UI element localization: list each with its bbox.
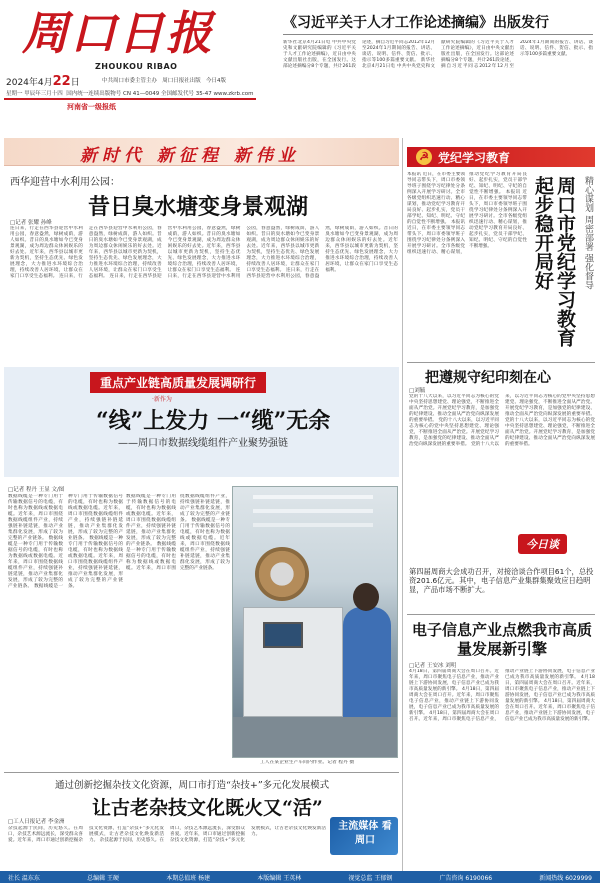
top-right-body xyxy=(283,40,593,102)
page-count: 今日4版 xyxy=(206,78,227,84)
masthead-rule xyxy=(4,98,256,100)
party-headline: 周口市党纪学习教育起步稳开局好 xyxy=(532,176,576,347)
industry-label: 重点产业链高质量发展调研行 xyxy=(90,372,266,393)
party-text-3: 本报讯 近日，在市委主要领导同志带头下，周口市委领导班子围绕学习纪律处分条例深入开展学习研讨。全市各级党组织迅速行动、精心谋划，推动党纪学习教育开局良好、起步扎实，党员干部学纪、知纪、明纪、守纪的自觉性不断增强。 xyxy=(469,190,527,249)
electronics-text-4: 4月18日，第四届周商大会在周口召开。近年来，周口市聚焦电子信息产业，推动产业链上下游协同发展，电子信息产业已成为我市高质量发展的新引擎。 xyxy=(505,675,595,704)
top-right-headline: 《习近平关于人才工作论述摘编》出版发行 xyxy=(283,15,549,31)
industry-text-5: 数据线缆是一种专门用于传输数据信号的电缆，有时也称为数据线或数据电缆。近年来，周口市围绕数据线缆组件产业，持续强链补链延链，推动产业集群化发展，形成了较为完整的产业链条。 xyxy=(126,494,176,547)
acrobat-headline: 让古老杂技文化既火又“活” xyxy=(92,797,323,819)
footer-chief-editor: 总编辑 王硬 xyxy=(87,874,120,882)
machine-screen xyxy=(263,622,303,648)
rule-text-3: 党的十八大以来，以习近平同志为核心的党中央坚持思想建党、理论强党，不断推进全面从严治党。开展党纪学习教育，是加强党的纪律建设、推动全面从严治党向纵深发展的重要举措。 xyxy=(471,394,595,447)
party-text-2: 本报讯 近日，在市委主要领导同志带头下，周口市委领导班子围绕学习纪律处分条例深入开展学习研讨。全市各级党组织迅速行动、精心谋划，推动党纪学习教育开局良好、起步扎实，党员干部学纪、知纪、明纪、守纪的自觉性不断增强。 xyxy=(407,172,527,255)
industry-text-6: 数据线缆是一种专门用于传输数据信号的电缆，有时也称为数据线或数据电缆。近年来，周口市围绕数据线缆组件产业，持续强链补链延链，推动产业集群化发展，形成了较为完整的产业链条。 xyxy=(126,494,230,571)
electronics-body xyxy=(409,669,595,865)
top-right-text: 新华社北京4月21日电 中共中央党史和文献研究院编辑的《习近平关于人才工作论述摘编》，近日由中央文献出版社出版，在全国发行。这部论述摘编分8个专题，共计261段论述，摘自习近平同志2012年12月至2024年1月期间的报告、讲话、谈话、说明、信件、贺信、批示、指示等100多篇重要文献。 xyxy=(283,40,435,69)
publication-codes: 国内统一连续出版物号 CN 41—0049 全国邮发代号 35-47 www.zkrb.com xyxy=(66,91,254,97)
masthead-title: 周口日报 xyxy=(22,6,214,60)
footer-news-hotline: 新闻热线 6029999 xyxy=(539,874,592,882)
footer-director: 社长 温东东 xyxy=(8,874,40,882)
lead-byline: □记者 张耀 孙峰 xyxy=(10,220,52,226)
footer-bar xyxy=(0,871,600,883)
lead-text-3: 连日来，行走在西华县迎营中水利用公园，春意盎然，绿树成荫，游人如织。昔日的臭水塘如今已变身景观湖，成为周边群众休闲娱乐的好去处。近年来，西华县以城市更新为契机，坚持生态优先、绿色发展理念，大力推进水环境综合治理，持续改善人居环境，让群众在家门口享受生态福利。 xyxy=(109,226,241,279)
footer-duty-editor: 本期总值班 杨建 xyxy=(166,874,211,882)
industry-sub: ·新作为 xyxy=(152,396,172,403)
photo-caption: 工人在某企业生产车间内作业。记者 程丹 摄 xyxy=(260,760,355,765)
today-label: 今日谈 xyxy=(518,534,567,554)
rule-text-4: 党的十八大以来，以习近平同志为核心的党中央坚持思想建党、理论强党，不断推进全面从严治党。开展党纪学习教育，是加强党的纪律建设、推动全面从严治党向纵深发展的重要举措。 xyxy=(505,418,595,447)
party-side-head: 精心谋划 周密部署 强化督导 xyxy=(583,176,593,290)
acrobat-divider xyxy=(4,772,399,773)
industry-text-3: 数据线缆是一种专门用于传输数据信号的电缆，有时也称为数据线或数据电缆。近年来，周口市围绕数据线缆组件产业，持续强链补链延链，推动产业集群化发展，形成了较为完整的产业链条。 xyxy=(34,494,123,589)
acrobat-text-2: 杂技起源于民间，历史悠久。在周口，杂技艺术源远流长，深受群众喜爱。近年来，周口市通过创新挖掘杂技文化资源，打造“杂技+”多元化发展模式，让古老杂技文化焕发新活力。 xyxy=(99,826,326,843)
workbench xyxy=(233,717,398,758)
grade-badge: 河南省一级报纸 xyxy=(62,101,121,113)
issue-lunar xyxy=(6,89,254,97)
lead-text-4: 连日来，行走在西华县迎营中水利用公园，春意盎然，绿树成荫，游人如织。昔日的臭水塘如今已变身景观湖，成为周边群众休闲娱乐的好去处。近年来，西华县以城市更新为契机，坚持生态优先、绿色发展理念，大力推进水环境综合治理，持续改善人居环境，让群众在家门口享受生态福利。 xyxy=(167,226,320,279)
worker-body xyxy=(343,607,391,727)
top-right-rule xyxy=(283,34,593,35)
industry-text-2: 数据线缆是一种专门用于传输数据信号的电缆，有时也称为数据线或数据电缆。近年来，周口市围绕数据线缆组件产业，持续强链补链延链，推动产业集群化发展，形成了较为完整的产业链条。 xyxy=(8,536,63,589)
electronics-divider xyxy=(407,614,595,615)
date-prefix: 2024年4月 xyxy=(6,78,53,88)
rule-article-divider xyxy=(407,362,595,363)
weekday: 星期一 xyxy=(6,91,23,97)
electronics-headline: 电子信息产业点燃我市高质量发展新引擎 xyxy=(412,621,593,658)
issue-meta xyxy=(102,76,226,84)
rule-text-2: 党的十八大以来，以习近平同志为核心的党中央坚持思想建党、理论强党，不断推进全面从严治党。开展党纪学习教育，是加强党的纪律建设、推动全面从严治党向纵深发展的重要举措。 xyxy=(409,418,499,447)
party-column-label: 党纪学习教育 xyxy=(438,151,511,165)
footer-page-editor: 本版编辑 王英林 xyxy=(257,874,302,882)
rule-headline: 把遵规守纪印刻在心 xyxy=(425,370,551,386)
worker-head xyxy=(353,583,379,611)
acrobat-body xyxy=(8,826,326,870)
lead-headline: 昔日臭水塘变身景观湖 xyxy=(88,194,309,220)
acrobat-text-1: 杂技起源于民间，历史悠久。在周口，杂技艺术源远流长，深受群众喜爱。近年来，周口市通过创新挖掘杂技文化资源，打造“杂技+”多元化发展模式，让古老杂技文化焕发新活力。 xyxy=(8,826,164,843)
rule-body xyxy=(409,394,595,564)
rule-text-1: 党的十八大以来，以习近平同志为核心的党中央坚持思想建党、理论强党，不断推进全面从严治党。开展党纪学习教育，是加强党的纪律建设、推动全面从严治党向纵深发展的重要举措。 xyxy=(409,394,499,423)
ceiling-lights xyxy=(253,495,373,499)
industry-byline: □记者 程丹 王显 文/图 xyxy=(8,487,65,493)
industry-subhead: ——周口市数据线缆组件产业聚势强链 xyxy=(118,438,288,449)
acrobat-kicker: 通过创新挖掘杂技文化资源，周口市打造“杂技+”多元化发展模式 xyxy=(55,780,330,791)
rule-byline: □刘毓 xyxy=(409,388,426,394)
industry-text-1: 数据线缆是一种专门用于传输数据信号的电缆，有时也称为数据线或数据电缆。近年来，周口市围绕数据线缆组件产业，持续强链补链延链，推动产业集群化发展，形成了较为完整的产业链条。 xyxy=(8,494,63,541)
industry-body-left xyxy=(8,494,123,706)
party-column-body xyxy=(407,172,527,357)
party-emblem-icon: ☭ xyxy=(416,149,432,165)
lead-text-5: 连日来，行走在西华县迎营中水利用公园，春意盎然，绿树成荫，游人如织。昔日的臭水塘如今已变身景观湖，成为周边群众休闲娱乐的好去处。近年来，西华县以城市更新为契机，坚持生态优先、绿色发展理念，大力推进水环境综合治理，持续改善人居环境，让群众在家门口享受生态福利。 xyxy=(246,226,398,279)
issue-date xyxy=(6,74,80,89)
lead-kicker: 西华迎营中水利用公园： xyxy=(10,177,120,188)
vertical-divider xyxy=(402,138,403,878)
promo-text: 主流媒体 看周口 xyxy=(338,821,392,846)
publisher-2: 周口日报社出版 xyxy=(162,78,201,84)
cable-spool xyxy=(255,547,309,601)
lead-body xyxy=(10,226,398,362)
acrobat-byline: □工人日报记者 李金洲 xyxy=(8,819,65,825)
party-text-1: 本报讯 近日，在市委主要领导同志带头下，周口市委领导班子围绕学习纪律处分条例深入开展学习研讨。全市各级党组织迅速行动、精心谋划，推动党纪学习教育开局良好、起步扎实，党员干部学纪、知纪、明纪、守纪的自觉性不断增强。 xyxy=(407,172,465,225)
electronics-text-3: 4月18日，第四届周商大会在周口召开。近年来，周口市聚焦电子信息产业，推动产业链上下游协同发展，电子信息产业已成为我市高质量发展的新引擎。 xyxy=(409,669,595,722)
factory-photo xyxy=(232,486,398,758)
slogan-text: 新时代 新征程 新伟业 xyxy=(80,146,300,166)
publisher-1: 中共周口市委主管主办 xyxy=(102,78,158,84)
today-body: 第四届周商大会成功召开，对接洽谈合作项目61个，总投资201.6亿元。其中，电子信息产业集群集聚效应日趋明显，产品市场不断扩大。 xyxy=(409,567,594,595)
industry-text-7: 数据线缆是一种专门用于传输数据信号的电缆，有时也称为数据线或数据电缆。近年来，周口市围绕数据线缆组件产业，持续强链补链延链，推动产业集群化发展，形成了较为完整的产业链条。 xyxy=(180,518,230,571)
lead-text-1: 连日来，行走在西华县迎营中水利用公园，春意盎然，绿树成荫，游人如织。昔日的臭水塘如今已变身景观湖，成为周边群众休闲娱乐的好去处。近年来，西华县以城市更新为契机，坚持生态优先、绿色发展理念，大力推进水环境综合治理，持续改善人居环境，让群众在家门口享受生态福利。 xyxy=(10,226,83,279)
date-suffix: 日 xyxy=(70,78,80,88)
lunar-date: 甲辰年三月十四 xyxy=(24,91,63,97)
electronics-text-1: 4月18日，第四届周商大会在周口召开。近年来，周口市聚焦电子信息产业，推动产业链上下游协同发展，电子信息产业已成为我市高质量发展的新引擎。 xyxy=(409,669,499,692)
electronics-byline: □记者 王安冰 刘明 xyxy=(409,663,457,669)
industry-text-4: 数据线缆是一种专门用于传输数据信号的电缆，有时也称为数据线或数据电缆。近年来，周口市围绕数据线缆组件产业，持续强链补链延链，推动产业集群化发展，形成了较为完整的产业链条。 xyxy=(68,536,123,589)
lead-text-2: 连日来，行走在西华县迎营中水利用公园，春意盎然，绿树成荫，游人如织。昔日的臭水塘如今已变身景观湖，成为周边群众休闲娱乐的好去处。近年来，西华县以城市更新为契机，坚持生态优先、绿色发展理念，大力推进水环境综合治理，持续改善人居环境，让群众在家门口享受生态福利。 xyxy=(59,226,162,279)
industry-headline: “线”上发力 一“缆”无余 xyxy=(96,408,331,434)
electronics-text-5: 4月18日，第四届周商大会在周口召开。近年来，周口市聚焦电子信息产业，推动产业链上下游协同发展，电子信息产业已成为我市高质量发展的新引擎。 xyxy=(505,699,595,722)
footer-visual-director: 视觉总监 王郁钢 xyxy=(348,874,393,882)
date-day: 22 xyxy=(52,74,71,89)
electronics-text-2: 4月18日，第四届周商大会在周口召开。近年来，周口市聚焦电子信息产业，推动产业链上下游协同发展，电子信息产业已成为我市高质量发展的新引擎。 xyxy=(409,687,499,716)
top-right-text-2: 新华社北京4月21日电 中共中央党史和文献研究院编辑的《习近平关于人才工作论述摘编》，近日由中央文献出版社出版，在全国发行。这部论述摘编分8个专题，共计261段论述，摘自习近平同志2012年12月至2024年1月期间的报告、讲话、谈话、说明、信件、贺信、批示、指示等100多篇重要文献。 xyxy=(362,40,593,69)
industry-body-mid xyxy=(126,494,230,706)
masthead-pinyin: ZHOUKOU RIBAO xyxy=(95,62,178,71)
footer-ad-hotline: 广告咨询 6190066 xyxy=(439,874,493,882)
